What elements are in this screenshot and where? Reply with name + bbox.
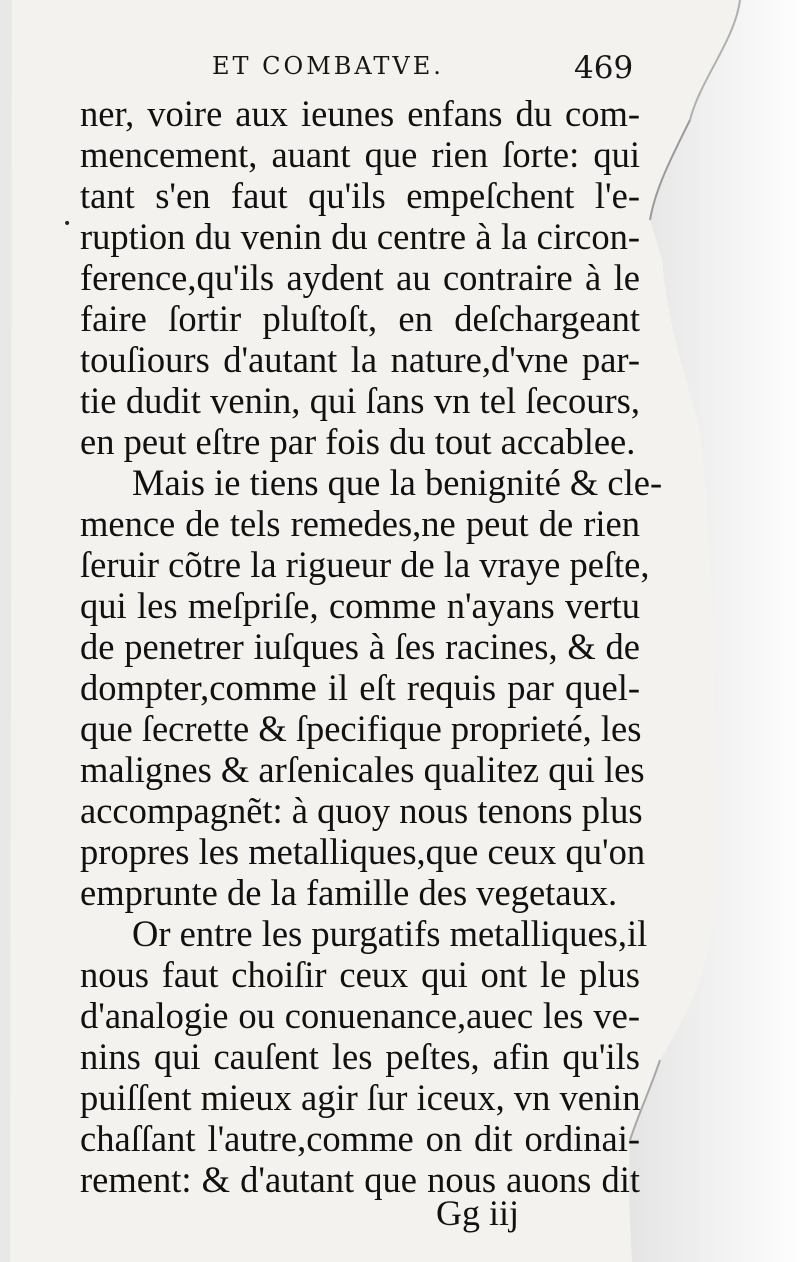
- text-line: puiſſent mieux agir ſur iceux, vn venin: [80, 1077, 641, 1118]
- paragraph-start-line: Mais ie tiens que la benignité & cle-: [132, 462, 663, 503]
- text-line: propres les metalliques,que ceux qu'on: [80, 831, 646, 872]
- margin-mark: •: [63, 216, 72, 232]
- text-line: mencement, auant que rien ſorte: qui: [80, 134, 640, 175]
- text-line: emprunte de la famille des vegetaux.: [80, 872, 618, 913]
- text-line: dompter,comme il eſt requis par quel-: [80, 667, 640, 708]
- text-line: accompagnẽt: à quoy nous tenons plus: [80, 790, 643, 831]
- text-line: ruption du venin du centre à la circon-: [80, 216, 640, 257]
- text-line: chaſſant l'autre,comme on dit ordinai-: [80, 1118, 640, 1159]
- catchword-signature: Gg iij: [436, 1193, 520, 1233]
- text-line: qui les meſpriſe, comme n'ayans vertu: [80, 585, 640, 626]
- page-number: 469: [574, 50, 634, 86]
- text-line: touſiours d'autant la nature,d'vne par-: [80, 339, 640, 380]
- body-text: [80, 93, 663, 1200]
- text-line: nous faut choiſir ceux qui ont le plus: [80, 954, 640, 995]
- text-line: nins qui cauſent les peſtes, afin qu'ils: [80, 1036, 640, 1077]
- text-line: d'analogie ou conuenance,auec les ve-: [80, 995, 640, 1036]
- text-line: ner, voire aux ieunes enfans du com-: [80, 93, 640, 134]
- running-head: ET COMBATVE.: [212, 52, 444, 80]
- text-line: rement: & d'autant que nous auons dit: [80, 1159, 640, 1200]
- text-line: tant s'en faut qu'ils empeſchent l'e-: [80, 175, 640, 216]
- text-line: faire ſortir pluſtoſt, en deſchargeant: [80, 298, 640, 339]
- text-line: en peut eſtre par fois du tout accablee.: [80, 421, 636, 462]
- page-header: [0, 50, 800, 90]
- text-line: que ſecrette & ſpecifique proprieté, les: [80, 708, 642, 749]
- paragraph-start-line: Or entre les purgatifs metalliques,il: [132, 913, 648, 954]
- text-line: malignes & arſenicales qualitez qui les: [80, 749, 645, 790]
- text-line: tie dudit venin, qui ſans vn tel ſecours,: [80, 380, 640, 421]
- text-line: ference,qu'ils aydent au contraire à le: [80, 257, 640, 298]
- text-line: mence de tels remedes,ne peut de rien: [80, 503, 640, 544]
- text-line: de penetrer iuſques à ſes racines, & de: [80, 626, 640, 667]
- text-line: ſeruir cõtre la rigueur de la vraye peſte,: [80, 544, 650, 585]
